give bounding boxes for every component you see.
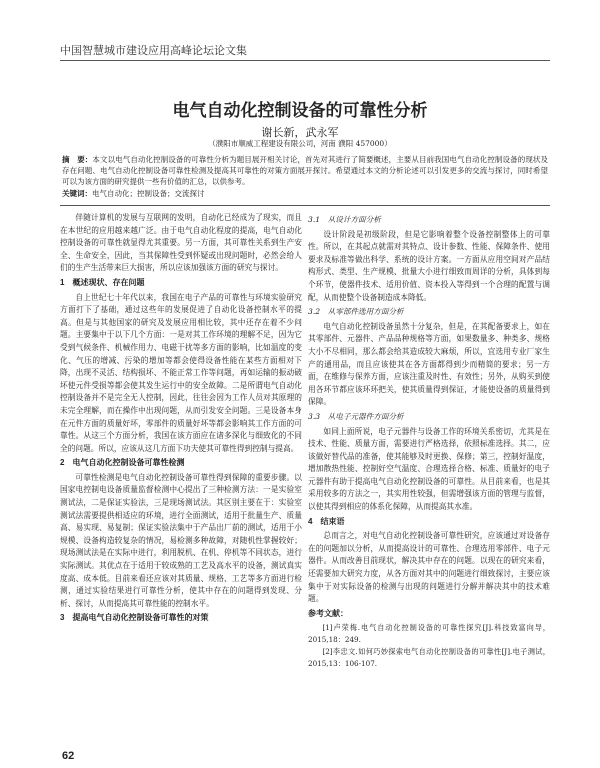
abstract-label: 摘 要： — [62, 155, 93, 164]
article-title: 电气自动化控制设备的可靠性分析 — [172, 101, 428, 120]
section-3-1-heading: 3.1 从设计方面分析 — [308, 215, 381, 224]
keywords-label: 关键词： — [62, 189, 92, 198]
reference-item: [1]卢荣梅.电气自动化控制设备的可靠性探究[J].科技致富向导，2015,18：249. — [308, 623, 550, 645]
abstract — [62, 154, 548, 187]
article-affiliation: （濮阳市顺威工程建设有限公司，河南 濮阳 457000） — [208, 139, 392, 148]
intro-paragraph: 伴随计算机的发展与互联网的发明，自动化已经成为了现实，而且在本世纪的应用越来越广泛。由于电气自动化程度的提高，电气自动化控制设备的可靠性就显得尤其重要。另一方面，其可靠性关系到生产安全、生命安全，因此，当其保障性受到怀疑或出现问题时，必然会给人们的生产生活带来巨大损害，所以应该加强该方面的研究与探讨。 — [60, 213, 302, 273]
running-head: 中国智慧城市建设应用高峰论坛论文集 — [60, 45, 247, 57]
article-authors: 谢长新，武永军 — [261, 127, 339, 139]
section-3-1-text: 设计阶段是初级阶段，但是它影响着整个设备控制整体上的可靠性。所以，在其起点就需对其特点、设计参数、性能、保障条件、使用要求及标准等做出科学、系统的设计方案。一方面从应用空间对产品结构形式、类型、生产规模、批量大小进行细致而周详的分析，具体到每个环节，使器件技术、适用价值、资本投入等得到一个合理的配置与调配，从而使整个设备制造成本降低。 — [308, 229, 550, 302]
keywords-text: 电气自动化；控制设备；交流探讨 — [92, 189, 205, 198]
abstract-text: 本文以电气自动化控制设备的可靠性分析为题目展开相关讨论，首先对其进行了简要概述，主要从目前我国电气自动化控制设备的现状及存在问题、电气自动化控制设备可靠性检测及提高其可靠性的对策方面展开探讨。希望通过本文的分析论述可以引发更多的交流与探讨，同时希望可以为该方面的研究提供一些有价值的汇总，以供参考。 — [62, 155, 549, 186]
section-4-heading: 4 结束语 — [308, 516, 345, 526]
keywords — [62, 188, 548, 199]
section-3-2-heading: 3.2 从零部件选用方面分析 — [308, 307, 404, 317]
section-3-heading: 3 提高电气自动化控制设备可靠性的对策 — [60, 613, 209, 623]
section-2-heading: 2 电气自动化控制设备可靠性检测 — [60, 458, 185, 468]
left-column — [60, 212, 302, 627]
abstract-rule — [60, 205, 550, 206]
section-1-heading: 1 概述现状、存在问题 — [60, 277, 145, 287]
references-heading: 参考文献： — [308, 608, 348, 618]
section-2-text: 可靠性检测是电气自动化控制设备可靠性得到保障的重要步骤。以国家电控制电设备质量监督检测中心提出了三种检测方法：一是实验室测试法，二是保证实验法，三是现场测试法。其区别主要在于：实验室测试法需要提供相适应的环境，进行全面测试，适用于批量生产、质量高、易实现、易复制；保证实验法集中于产品出厂前的测试，适用于小规模、设备构造较复杂的情况，易检测多种故障，对随机性掌握较好；现场测试法是在实际中进行，利用脱机、在机、停机等不同状态，进行实际测试。其优点在于适用于较成熟的工艺及高水平的设备，测试真实度高、成本低。目前来看还应该对其质量、规格、工艺等多方面进行检测，通过实验结果进行可靠性分析，使其中存在的问题得到发现、分析、探讨，从而提高其可靠性能的控制水平。 — [60, 472, 302, 608]
section-3-3-text: 如同上面所说，电子元器件与设备工作的环境关系密切，尤其是在技术、性能、质量方面，需要进行严格选择，依照标准选择。其二，应该做好替代品的准备，使其能够及时更换、保修；第三，控制好温度，增加散热性能、控制好空气温度、合理选择合格、标准、质量好的电子元器件有助于提高电气自动化控制设备的可靠性。从目前来看，也是其采用较多的方法之一，其实用性较强，但需增强该方面的管理与监督，以使其得到相应的体系化保障，从而提高其水准。 — [308, 426, 550, 512]
section-3-2-text: 电气自动化控制设备虽然十分复杂，但是，在其配备要求上，如在其零部件、元器件、产品品种规格等方面，如果数量多、种类多、规格大小不尽相同，那么都会给其造成较大麻烦，所以，宜选用专业厂家生产的通用品，而且应该使其在各方面都得到少而精简的要求；另一方面，在维修与保养方面，应该注重及时性、有效性；另外，从购买到使用各环节都应该环环把关，使其质量得到保证，才能使设备的质量得到保障。 — [308, 321, 550, 407]
section-1-text: 自上世纪七十年代以来，我国在电子产品的可靠性与环境实验研究方面打下了基础，通过这些年的发展促进了自动化设备控制水平的提高。但是与其他国家的研究及发展应用相比较，其中还存在着不少问题。主要集中于以下几个方面：一是对其工作环境的理解不足，因为它受到气候条件、机械作用力、电磁干扰等多方面的影响，比如温度的变化、气压的增减、污染的增加等都会使得设备性能在某些方面相对下降，出现不灵活、结构损坏、不能正常工作等问题，再如运输的振动破坏使元件受损等都会使其发生运行中的安全故障。二是所谓电气自动化控制设备并不是完全无人控制，因此，往往会因为工作人员对其原理的未完全理解，而在操作中出现问题，从而引发安全问题。三是设备本身在元件方面的质量好坏，零部件的质量好坏等都会影响其工作方面的可靠性。从这三个方面分析，我国在该方面应在诸多深化与细致化的不同全的问题。所以，应该从这几方面下功夫使其可靠性得到控制与提高。 — [60, 292, 302, 453]
section-3-3-heading: 3.3 从电子元器件方面分析 — [308, 411, 404, 421]
reference-item: [2]李忠文.如何巧妙探索电气自动化控制设备的可靠性[J].电子测试，2015,13：106-107. — [308, 647, 550, 669]
page-number: 62 — [62, 750, 75, 762]
right-column — [308, 212, 550, 670]
header-rule — [60, 60, 550, 61]
section-4-text: 总而言之，对电气自动化控制设备可靠性研究，应该通过对设备存在的问题加以分析，从而提高设计的可靠性、合理选用零部件、电子元器件。从而改善目前现状，解决其中存在的问题。以现在的研究来看，还需要加大研究力度，从各方面对其中的问题进行细致探讨，主要应该集中于对实际设备的检测与出现的问题进行分解并解决其中的技术难题。 — [308, 531, 550, 604]
